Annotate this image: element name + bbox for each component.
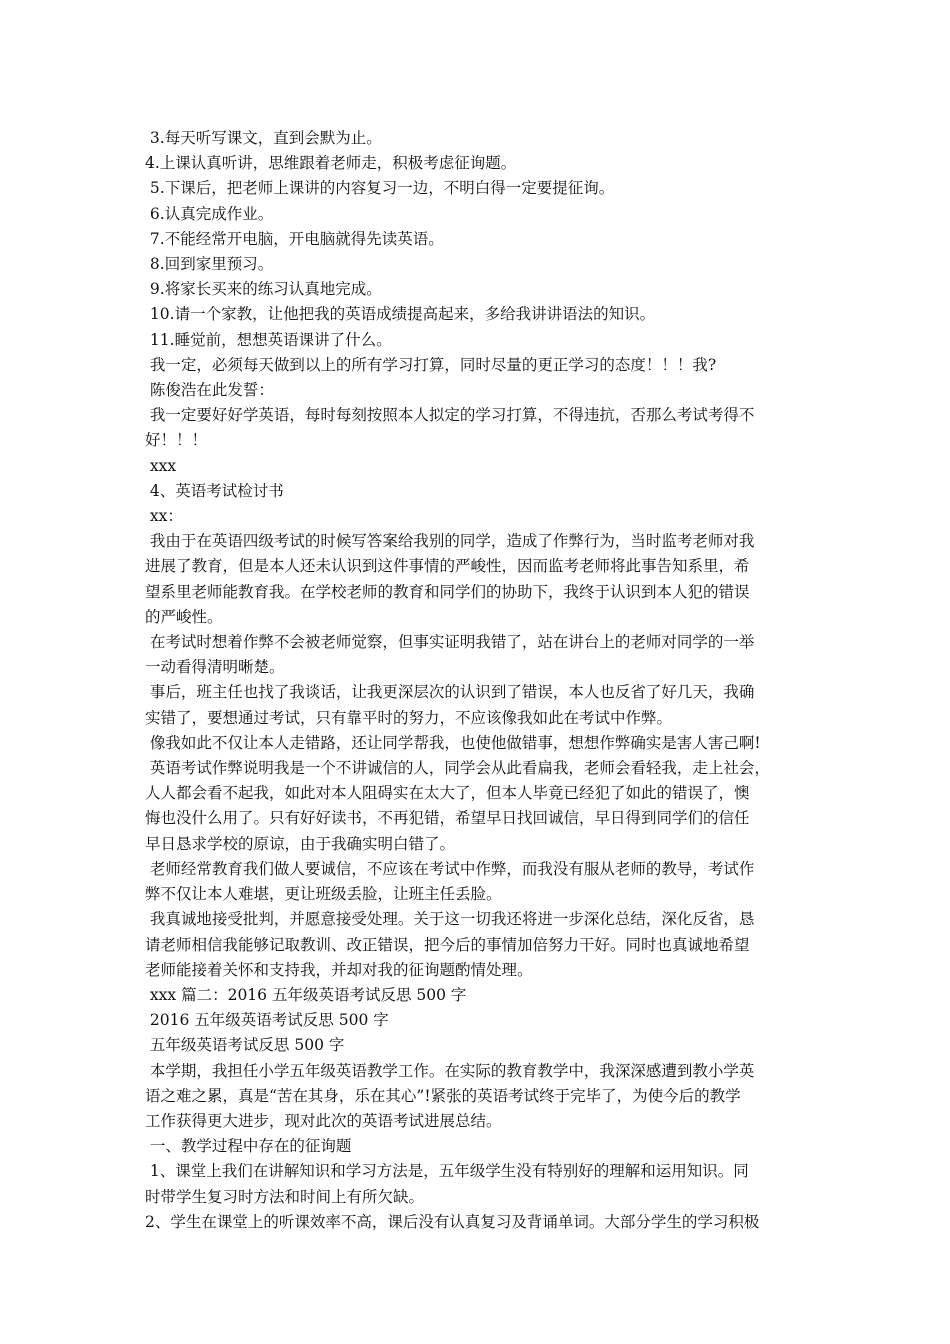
text-line: 工作获得更大进步，现对此次的英语考试进展总结。 [145,1111,502,1130]
text-line: 像我如此不仅让本人走错路，还让同学帮我，也使他做错事，想想作弊确实是害人害己啊! [145,733,761,752]
text-line: 早日恳求学校的原谅，由于我确实明白错了。 [145,834,456,853]
text-line: 老师经常教育我们做人要诚信，不应该在考试中作弊，而我没有服从老师的教导，考试作 [145,859,755,878]
text-line: 语之难之累，真是“苦在其身，乐在其心”!紧张的英语考试终于完毕了，为使今后的教学 [145,1086,741,1105]
text-line: 事后，班主任也找了我谈话，让我更深层次的认识到了错误，本人也反省了好几天，我确 [145,683,755,702]
text-line: 9.将家长买来的练习认真地完成。 [145,280,382,299]
text-line: 4.上课认真听讲，思维跟着老师走，积极考虑征询题。 [145,154,517,173]
text-line: 英语考试作弊说明我是一个不讲诚信的人，同学会从此看扁我，老师会看轻我，走上社会， [145,759,770,778]
text-line: 人人都会看不起我，如此对本人阻碍实在太大了，但本人毕竟已经犯了如此的错误了，懊 [145,784,750,803]
section-heading: 一、教学过程中存在的征询题 [145,1137,352,1156]
text-line: 5.下课后，把老师上课讲的内容复习一边，不明白得一定要提征询。 [145,179,615,198]
salutation: xx： [145,507,183,526]
text-line: 6.认真完成作业。 [145,204,274,223]
text-line: 请老师相信我能够记取教训、改正错误，把今后的事情加倍努力干好。同时也真诚地希望 [145,935,750,954]
section-heading: xxx 篇二：2016 五年级英语考试反思 500 字 [145,985,467,1004]
text-line: 7.不能经常开电脑，开电脑就得先读英语。 [145,229,444,248]
text-line: 我一定，必须每天做到以上的所有学习打算，同时尽量的更正学习的态度！！！我? [145,355,717,374]
text-line: 3.每天听写课文，直到会默为止。 [145,129,382,147]
text-line: 我真诚地接受批判，并愿意接受处理。关于这一切我还将进一步深化总结，深化反省，恳 [145,910,755,929]
text-line: 11.睡觉前，想想英语课讲了什么。 [145,330,392,349]
text-line: 悔也没什么用了。只有好好读书，不再犯错，希望早日找回诚信，早日得到同学们的信任 [145,809,750,828]
section-heading: 2016 五年级英语考试反思 500 字 [145,1011,389,1030]
text-line: 老师能接着关怀和支持我，并却对我的征询题酌情处理。 [145,960,533,979]
text-line: 本学期，我担任小学五年级英语教学工作。在实际的教育教学中，我深深感遭到教小学英 [145,1061,755,1080]
text-line: 时带学生复习时方法和时间上有所欠缺。 [145,1187,425,1206]
text-line: 进展了教育，但是本人还未认识到这件事情的严峻性，因而监考老师将此事告知系里，希 [145,557,750,576]
text-line: 8.回到家里预习。 [145,255,274,274]
text-line: 10.请一个家教，让他把我的英语成绩提高起来，多给我讲讲语法的知识。 [145,305,656,324]
text-line: 的严峻性。 [145,607,223,626]
text-line: 陈俊浩在此发誓： [145,381,274,400]
text-line: 1、课堂上我们在讲解知识和学习方法是，五年级学生没有特别好的理解和运用知识。同 [145,1162,749,1181]
section-heading: 4、英语考试检讨书 [145,481,284,500]
text-line: 我一定要好好学英语，每时每刻按照本人拟定的学习打算，不得违抗，否那么考试考得不 [145,406,755,425]
text-line: 好！！！ [145,431,208,450]
document-page [145,126,813,1235]
text-line: xxx [145,456,177,475]
text-line: 2、学生在课堂上的听课效率不高，课后没有认真复习及背诵单词。大部分学生的学习积极 [145,1212,760,1231]
text-line: 望系里老师能教育我。在学校老师的教育和同学们的协助下，我终于认识到本人犯的错误 [145,582,750,601]
text-line: 一动看得清明晰楚。 [145,658,285,677]
text-line: 弊不仅让本人难堪，更让班级丢脸，让班主任丢脸。 [145,885,502,904]
text-line: 我由于在英语四级考试的时候写答案给我别的同学，造成了作弊行为，当时监考老师对我 [145,532,755,551]
text-line: 在考试时想着作弊不会被老师觉察，但事实证明我错了，站在讲台上的老师对同学的一举 [145,633,755,652]
section-heading: 五年级英语考试反思 500 字 [145,1036,345,1055]
text-line: 实错了，要想通过考试，只有靠平时的努力，不应该像我如此在考试中作弊。 [145,708,673,727]
